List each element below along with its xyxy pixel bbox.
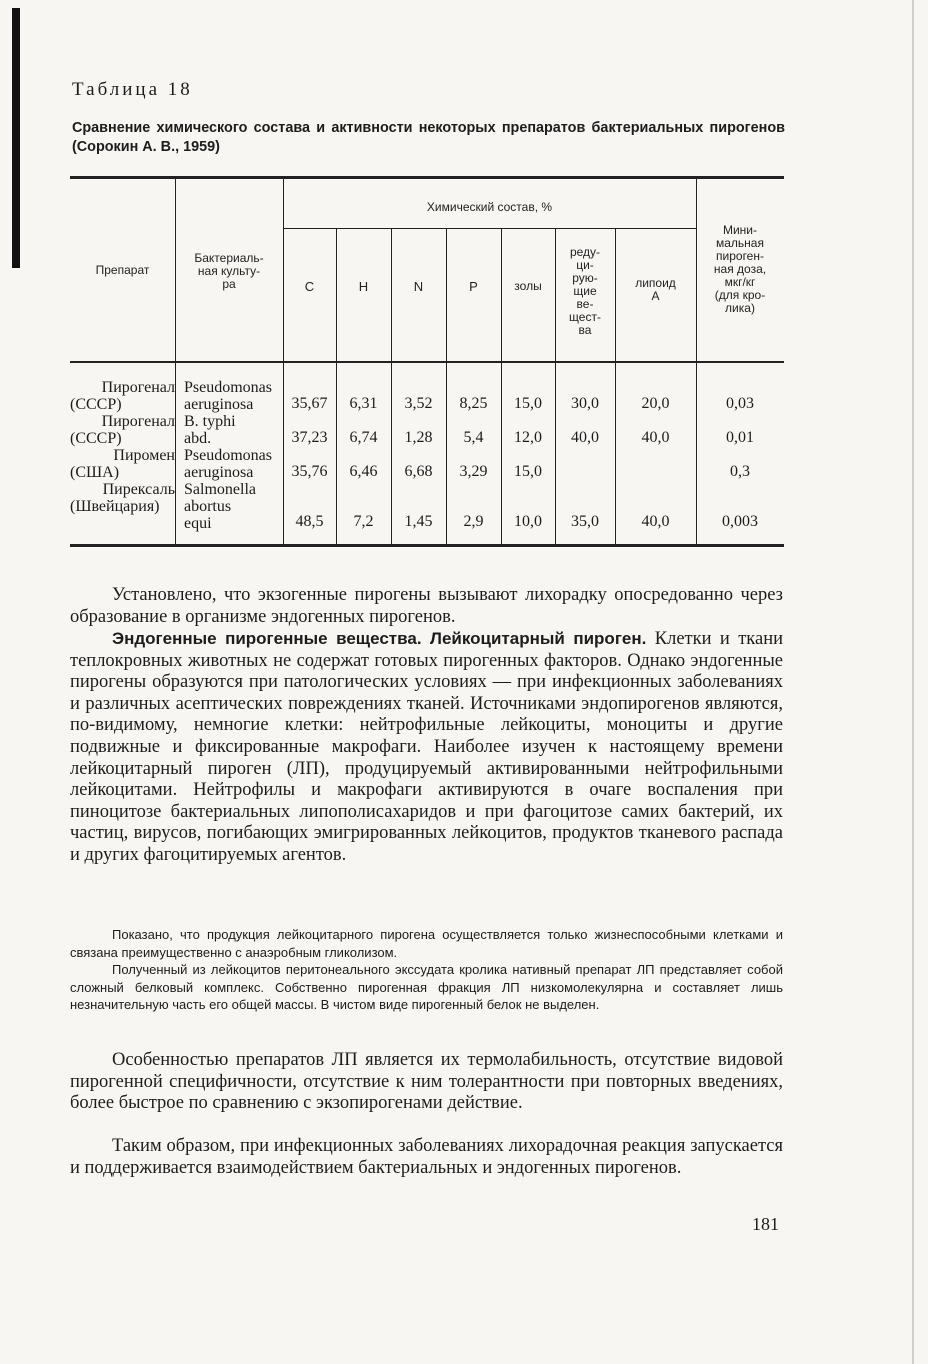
- paragraph: [70, 1136, 783, 1179]
- cell-c: 35,67: [291, 395, 328, 412]
- header-line: ная доза,: [713, 262, 767, 276]
- header-culture: [175, 252, 283, 291]
- cell-p: 8,25: [459, 395, 488, 412]
- cell-n: 6,68: [404, 463, 433, 480]
- paragraph: [70, 628, 783, 867]
- cell-h: 6,74: [349, 429, 378, 446]
- cell-c: 48,5: [295, 513, 324, 530]
- cell-text: equi: [184, 515, 212, 532]
- cell-text: abd.: [184, 430, 212, 447]
- cell-dose: 0,003: [722, 513, 758, 530]
- header-preparation: Препарат: [95, 263, 150, 277]
- cell-ash: 12,0: [514, 429, 542, 446]
- cell-c: 35,76: [291, 463, 328, 480]
- paragraph: [70, 585, 783, 628]
- header-ash: золы: [514, 279, 542, 293]
- header-line: щие: [573, 284, 597, 298]
- header-line: мальная: [716, 236, 764, 250]
- table-row-culture: [184, 413, 236, 447]
- header-line: пироген-: [716, 249, 764, 263]
- page-number: 181: [752, 1214, 779, 1234]
- cell-c: 37,23: [291, 429, 328, 446]
- header-h: H: [358, 279, 369, 294]
- table-row-culture: [184, 447, 272, 481]
- cell-text: abortus: [184, 498, 232, 515]
- note-text: Полученный из лейкоцитов перитонеального экссудата кролика нативный препарат ЛП представляет собой сложный белковый комплекс. Собственно пирогенная фракция ЛП низкомолекулярна и составляет лишь незначительную часть его общей массы. В чистом виде пирогенный белок не выделен.: [70, 962, 783, 1012]
- cell-text: Пирогенал: [101, 379, 175, 396]
- cell-reducing: 30,0: [571, 395, 599, 412]
- col-divider: [175, 179, 176, 544]
- table-bottom-rule: [70, 544, 784, 547]
- cell-text: (СССР): [70, 396, 122, 413]
- paragraph-text: Установлено, что экзогенные пирогены вызывают лихорадку опосредованно через образование в организме эндогенных пирогенов.: [70, 585, 783, 627]
- header-reducing-substances: [555, 246, 615, 337]
- cell-lipoid: 20,0: [641, 395, 670, 412]
- cell-p: 5,4: [463, 429, 484, 446]
- cell-text: Pseudomonas: [184, 447, 272, 464]
- cell-n: 1,28: [404, 429, 433, 446]
- header-line: щест-: [569, 310, 601, 324]
- cell-p: 3,29: [459, 463, 488, 480]
- small-print-note: [70, 926, 783, 961]
- col-divider: [391, 229, 392, 544]
- cell-h: 7,2: [353, 513, 374, 530]
- cell-h: 6,31: [349, 395, 378, 412]
- cell-text: Пиромен: [113, 447, 175, 464]
- header-lipoid-a: [615, 277, 696, 303]
- cell-h: 6,46: [349, 463, 378, 480]
- cell-text: aeruginosa: [184, 464, 254, 481]
- header-p: P: [469, 279, 478, 294]
- cell-text: (СССР): [70, 430, 122, 447]
- header-line: реду-: [569, 245, 601, 259]
- header-line: липоид: [635, 276, 676, 290]
- header-line: ве-: [576, 297, 594, 311]
- cell-text: aeruginosa: [184, 396, 254, 413]
- paragraph: [70, 1050, 783, 1115]
- header-line: Мини-: [722, 223, 758, 237]
- cell-text: Salmonella: [184, 481, 256, 498]
- cell-reducing: 35,0: [571, 513, 599, 530]
- header-line: A: [651, 289, 660, 303]
- table-row-prep: [70, 379, 175, 413]
- chem-group-rule: [283, 228, 696, 229]
- paragraph-text: Клетки и ткани теплокровных животных не содержат готовых пирогенных факторов. Однако эндогенные пирогены образуются при патологических условиях — при инфекционных заболеваниях и различных асептических повреждениях тканей. Источниками эндопирогенов являются, по-видимому, немногие клетки: нейтрофильные лейкоциты, моноциты и другие подвижные и фиксированные макрофаги. Наиболее изучен к настоящему времени лейкоцитарный пироген (ЛП), продуцируемый активированными нейтрофильными лейкоцитами. Нейтрофилы и макрофаги активируются в очаге воспаления при пиноцитозе бактериальных липополисахаридов и при фагоцитозе самих бактерий, их частиц, вирусов, погибающих эмигрированных лейкоцитов, продуктов тканевого распада и других фагоцитируемых агентов.: [70, 629, 784, 865]
- small-print-note: [70, 961, 783, 1014]
- note-text: Показано, что продукция лейкоцитарного пирогена осуществляется только жизнеспособными клетками и связана преимущественно с анаэробным гликолизом.: [70, 927, 783, 960]
- cell-n: 3,52: [404, 395, 433, 412]
- header-line: ва: [578, 323, 592, 337]
- cell-ash: 15,0: [514, 395, 542, 412]
- paragraph-text: Особенностью препаратов ЛП является их термолабильность, отсутствие видовой пирогенной специфичности, отсутствие к ним толерантности при повторных введениях, более быстрое по сравнению с экзопирогенами действие.: [70, 1050, 783, 1114]
- cell-n: 1,45: [404, 513, 433, 530]
- cell-text: Pseudomonas: [184, 379, 272, 396]
- page-edge: [912, 0, 914, 1364]
- cell-p: 2,9: [463, 513, 484, 530]
- data-table: [70, 176, 784, 546]
- cell-text: (США): [70, 464, 120, 481]
- header-line: ци-: [576, 258, 594, 272]
- header-chemical-composition: Химический состав, %: [426, 200, 553, 214]
- table-top-rule: [70, 176, 784, 179]
- header-culture-line: ная культу-: [197, 264, 261, 278]
- header-culture-line: Бактериаль-: [194, 251, 264, 265]
- cell-text: Пирексаль: [102, 481, 175, 498]
- header-n: N: [413, 279, 424, 294]
- header-line: (для кро-: [714, 288, 766, 302]
- cell-text: (Швейцария): [70, 498, 160, 515]
- cell-text: B. typhi: [184, 413, 236, 430]
- cell-reducing: 40,0: [571, 429, 599, 446]
- col-divider: [336, 229, 337, 544]
- cell-ash: 15,0: [514, 463, 542, 480]
- header-line: лика): [725, 301, 755, 315]
- table-row-culture: [184, 481, 256, 532]
- table-row-culture: [184, 379, 272, 413]
- header-line: рую-: [572, 271, 598, 285]
- paragraph-text: Таким образом, при инфекционных заболеваниях лихорадочная реакция запускается и поддерживается взаимодействием бактериальных и эндогенных пирогенов.: [70, 1136, 783, 1178]
- header-culture-line: ра: [222, 277, 236, 291]
- binding-edge: [12, 8, 20, 268]
- header-bottom-rule: [70, 361, 784, 363]
- cell-text: Пирогенал: [101, 413, 175, 430]
- header-c: C: [304, 279, 315, 294]
- section-heading: Эндогенные пирогенные вещества. Лейкоцитарный пироген.: [112, 629, 647, 648]
- table-caption: Сравнение химического состава и активности некоторых препаратов бактериальных пирогенов (Сорокин А. В., 1959): [72, 120, 785, 155]
- cell-lipoid: 40,0: [641, 429, 670, 446]
- table-row-prep: [70, 481, 175, 515]
- col-divider: [446, 229, 447, 544]
- cell-ash: 10,0: [514, 513, 542, 530]
- cell-dose: 0,01: [726, 429, 754, 446]
- table-row-prep: [70, 413, 175, 447]
- table-row-prep: [70, 447, 175, 481]
- header-line: мкг/кг: [724, 275, 756, 289]
- header-min-dose: [696, 224, 784, 315]
- col-divider: [283, 179, 284, 544]
- col-divider: [501, 229, 502, 544]
- cell-dose: 0,3: [730, 463, 750, 480]
- cell-dose: 0,03: [726, 395, 754, 412]
- cell-lipoid: 40,0: [641, 513, 670, 530]
- table-label: Таблица 18: [72, 79, 193, 100]
